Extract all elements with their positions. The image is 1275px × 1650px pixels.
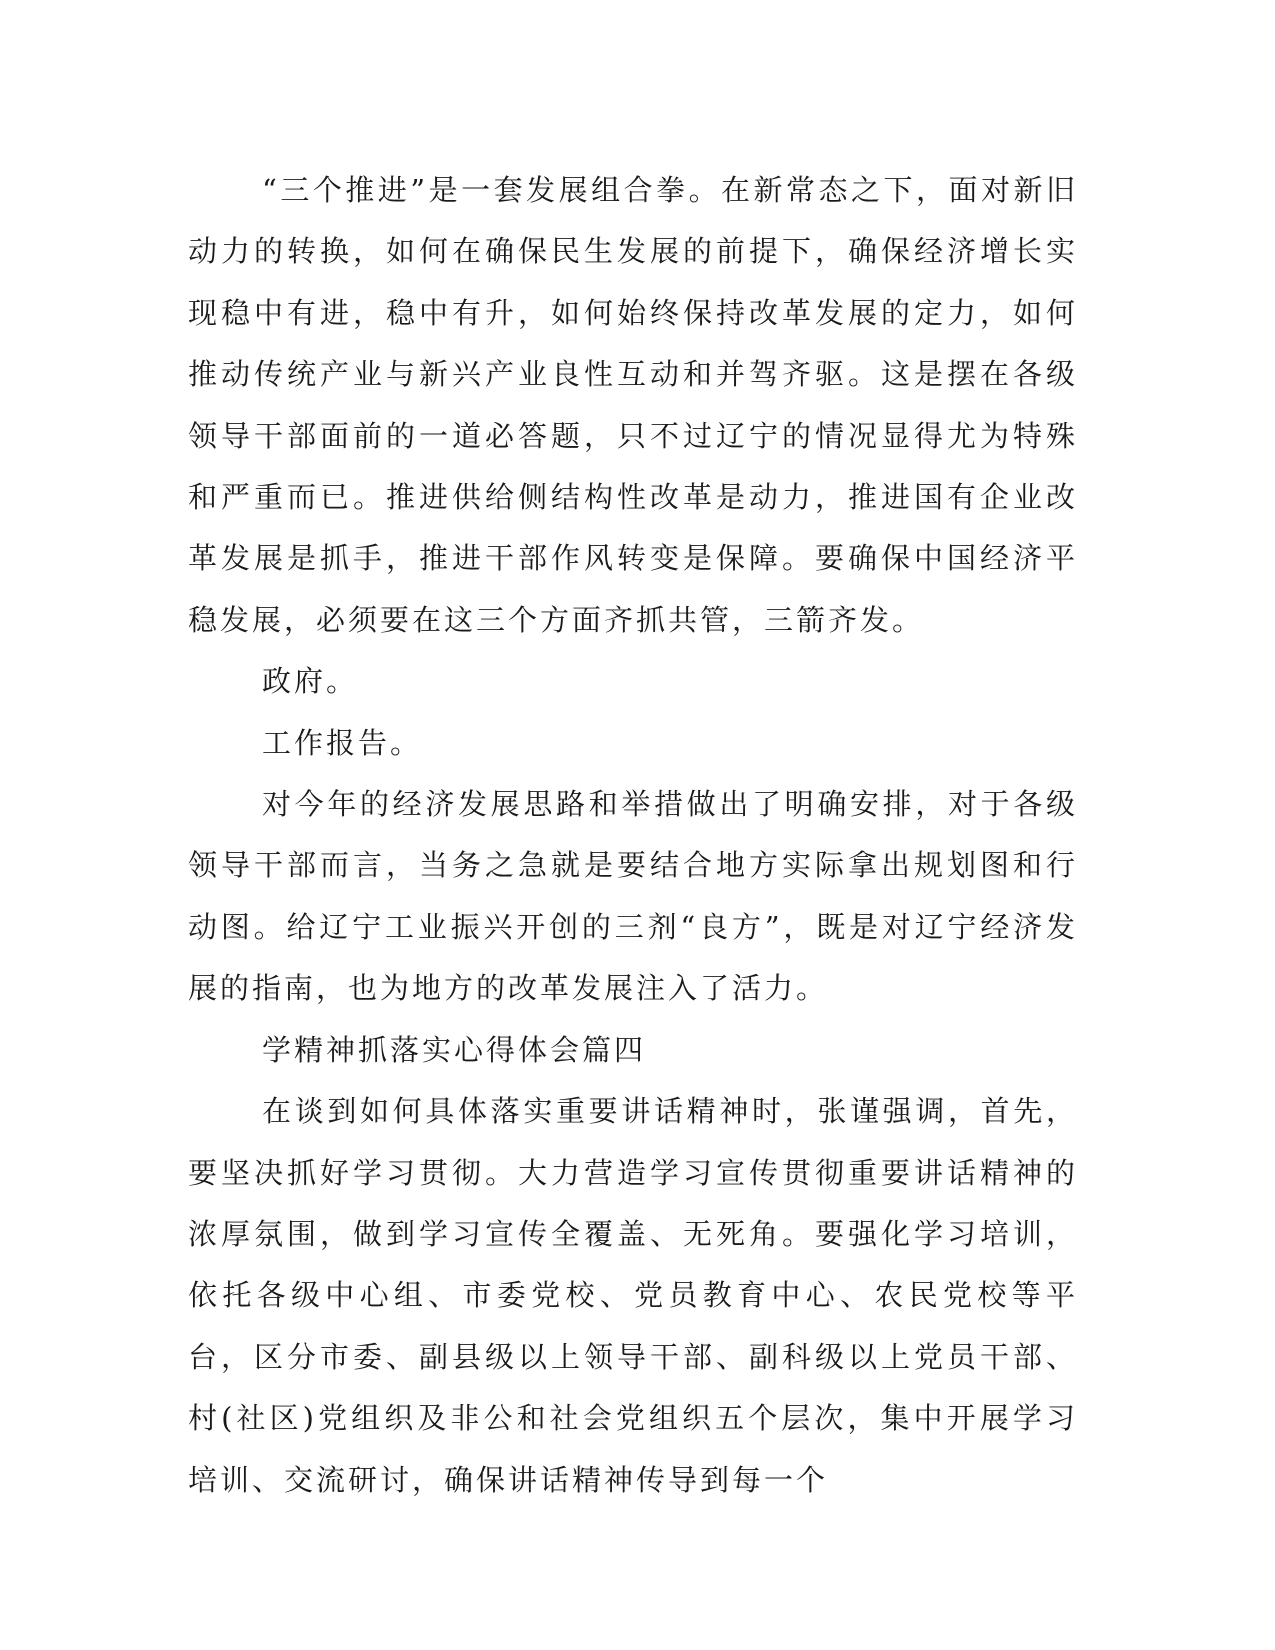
- paragraph-economic-plan: 对今年的经济发展思路和举措做出了明确安排，对于各级领导干部而言，当务之急就是要结合地方实际拿出规划图和行动图。给辽宁工业振兴开创的三剂“良方”，既是对辽宁经济发展的指南，也为地方的改革发展注入了活力。: [188, 787, 1078, 1006]
- paragraph-implementation: 在谈到如何具体落实重要讲话精神时，张谨强调，首先，要坚决抓好学习贯彻。大力营造学习宣传贯彻重要讲话精神的浓厚氛围，做到学习宣传全覆盖、无死角。要强化学习培训，依托各级中心组、市委党校、党员教育中心、农民党校等平台，区分市委、副县级以上领导干部、副科级以上党员干部、村(社区)党组织及非公和社会党组织五个层次，集中开展学习培训、交流研讨，确保讲话精神传导到每一个: [188, 1094, 1078, 1497]
- paragraph-three-advances: “三个推进”是一套发展组合拳。在新常态之下，面对新旧动力的转换，如何在确保民生发展的前提下，确保经济增长实现稳中有进，稳中有升，如何始终保持改革发展的定力，如何推动传统产业与新兴产业良性互动和并驾齐驱。这是摆在各级领导干部面前的一道必答题，只不过辽宁的情况显得尤为特殊和严重而已。推进供给侧结构性改革是动力，推进国有企业改革发展是抓手，推进干部作风转变是保障。要确保中国经济平稳发展，必须要在这三个方面齐抓共管，三箭齐发。: [188, 173, 1078, 637]
- document-body: [188, 160, 1078, 1511]
- paragraph-government: 政府。: [262, 664, 359, 699]
- section-heading: 学精神抓落实心得体会篇四: [262, 1032, 647, 1067]
- paragraph-work-report: 工作报告。: [262, 725, 423, 760]
